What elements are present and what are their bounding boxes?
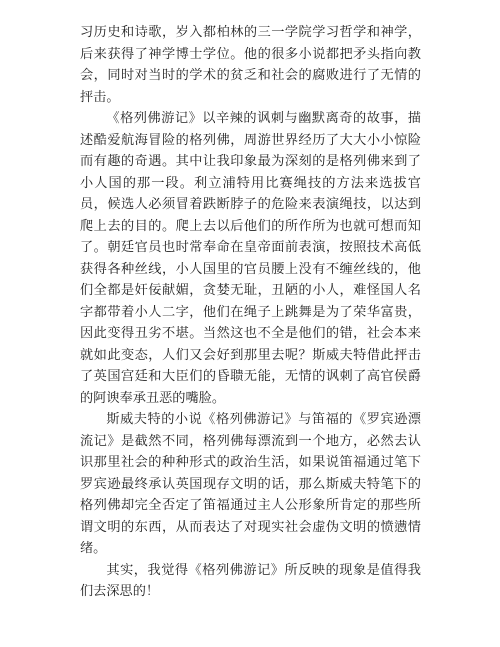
paragraph-comparison: 斯威夫特的小说《格列佛游记》与笛福的《罗宾逊漂流记》是截然不同，格列佛每漂流到一个地方，必然去认识那里社会的种种形式的政治生活，如果说笛福通过笔下罗宾逊最终承认英国现存文明的话，那么斯威夫特笔下的格列佛却完全否定了笛福通过主人公形象所肯定的那些所谓文明的东西，从而表达了对现实社会虚伪文明的愤懑情绪。 — [80, 412, 421, 556]
paragraph-intro: 习历史和诗歌，岁入都柏林的三一学院学习哲学和神学，后来获得了神学博士学位。他的很多小说都把矛头指向教会，同时对当时的学术的贫乏和社会的腐败进行了无情的抨击。 — [80, 25, 421, 105]
paragraph-satire: 《格列佛游记》以辛辣的讽刺与幽默离奇的故事，描述酷爱航海冒险的格列佛，周游世界经历了大大小小惊险而有趣的奇遇。其中让我印象最为深刻的是格列佛来到了小人国的那一段。利立浦特用比赛绳技的方法来选拔官员，候选人必须冒着跌断脖子的危险来表演绳技，以达到爬上去的目的。爬上去以后他们的所作所为也就可想而知了。朝廷官员也时常奉命在皇帝面前表演，按照技术高低获得各种丝线，小人国里的官员腰上没有不缠丝线的，他们全都是奸佞献媚，贪婪无耻，丑陋的小人，难怪国人名字都带着小人二字，他们在绳子上跳舞是为了荣华富贵，因此变得丑劣不堪。当然这也不全是他们的错，社会本来就如此变态，人们又会好到那里去呢？斯威夫特借此抨击了英国宫廷和大臣们的昏聩无能，无情的讽刺了高官侯爵的阿谀奉承丑恶的嘴脸。 — [80, 111, 421, 406]
document-page — [80, 22, 421, 603]
paragraph-conclusion: 其实，我觉得《格列佛游记》所反映的现象是值得我们去深思的！ — [80, 562, 421, 599]
